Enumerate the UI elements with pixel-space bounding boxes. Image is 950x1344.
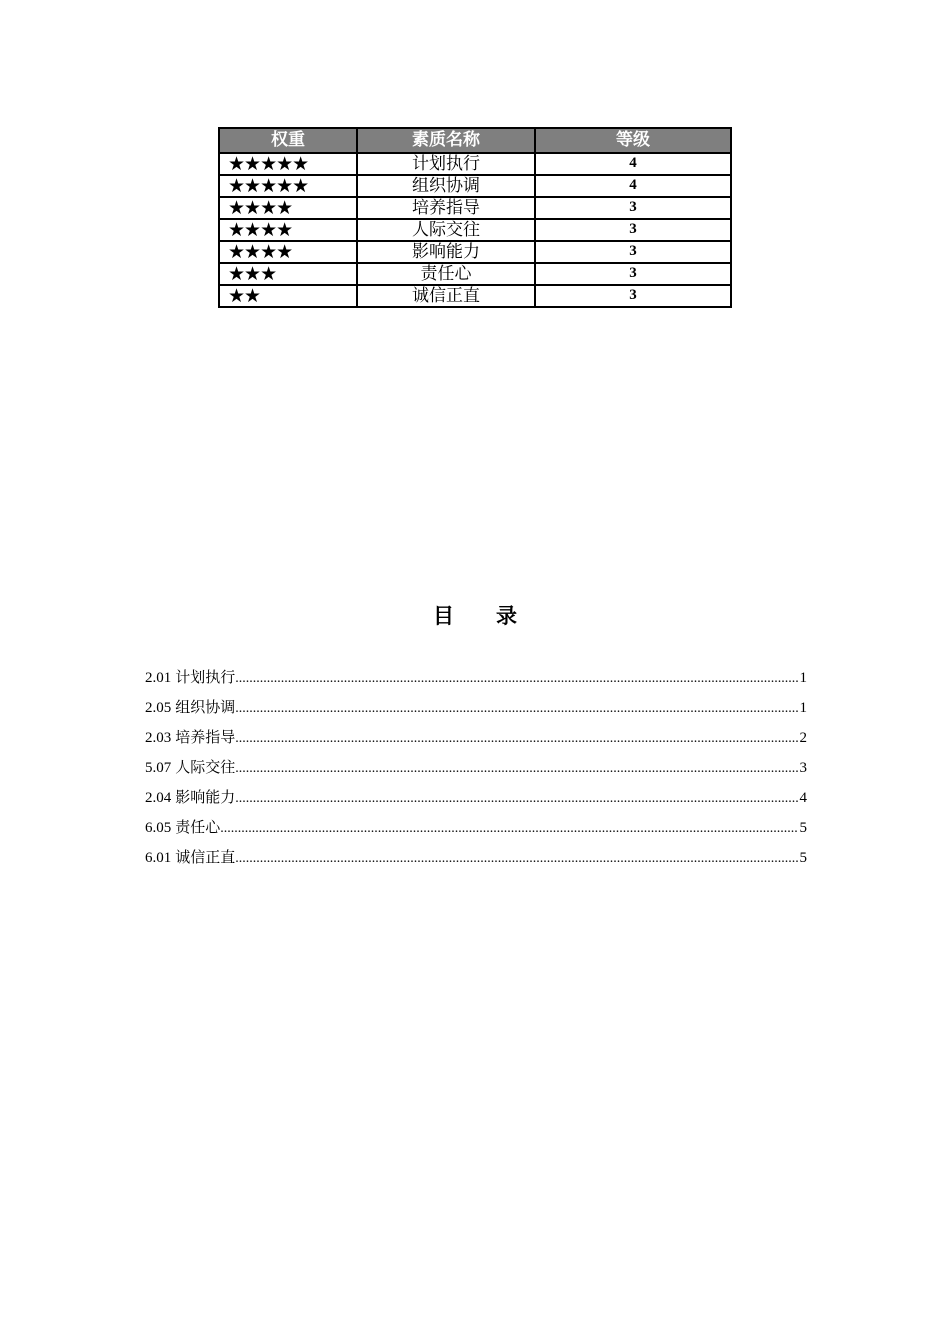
competency-name: 影响能力 — [357, 241, 535, 263]
weight-stars: ★★★★★ — [219, 175, 357, 197]
toc-entry-number: 6.01 — [145, 850, 172, 866]
competency-name: 责任心 — [357, 263, 535, 285]
competency-level: 3 — [535, 219, 731, 241]
toc-leader-dots — [220, 818, 797, 840]
weight-stars: ★★★ — [219, 263, 357, 285]
competency-name: 培养指导 — [357, 197, 535, 219]
toc-entry-number: 2.03 — [145, 730, 172, 746]
table-row — [219, 241, 731, 263]
competency-level: 4 — [535, 153, 731, 175]
competency-name: 组织协调 — [357, 175, 535, 197]
table-of-contents — [145, 666, 807, 876]
table-row — [219, 197, 731, 219]
table-row — [219, 219, 731, 241]
competency-level: 3 — [535, 285, 731, 307]
toc-entry[interactable] — [145, 816, 807, 846]
table-row — [219, 175, 731, 197]
weight-stars: ★★★★ — [219, 241, 357, 263]
toc-entry-number: 2.05 — [145, 700, 172, 716]
toc-entry-label: 计划执行 — [175, 668, 236, 686]
toc-entry-number: 2.04 — [145, 790, 172, 806]
table-row — [219, 285, 731, 307]
toc-entry-label: 诚信正直 — [175, 848, 236, 866]
toc-title-right: 录 — [496, 604, 517, 628]
header-level: 等级 — [535, 128, 731, 153]
toc-entry-label: 人际交往 — [175, 758, 236, 776]
toc-entry-page: 1 — [799, 700, 807, 716]
toc-entry-number: 5.07 — [145, 760, 172, 776]
competency-level: 3 — [535, 241, 731, 263]
competency-level: 4 — [535, 175, 731, 197]
competency-level: 3 — [535, 263, 731, 285]
toc-entry[interactable] — [145, 666, 807, 696]
toc-entry-label: 责任心 — [175, 818, 221, 836]
toc-entry-page: 2 — [799, 730, 807, 746]
table-row — [219, 263, 731, 285]
weight-stars: ★★ — [219, 285, 357, 307]
toc-leader-dots — [235, 668, 797, 690]
toc-entry[interactable] — [145, 786, 807, 816]
competency-table — [218, 127, 732, 308]
toc-entry-label: 影响能力 — [175, 788, 236, 806]
toc-entry-number: 6.05 — [145, 820, 172, 836]
toc-leader-dots — [235, 848, 797, 870]
table-row — [219, 153, 731, 175]
toc-leader-dots — [235, 698, 797, 720]
weight-stars: ★★★★ — [219, 219, 357, 241]
competency-name: 计划执行 — [357, 153, 535, 175]
toc-entry[interactable] — [145, 696, 807, 726]
toc-entry-page: 5 — [799, 850, 807, 866]
toc-entry-label: 组织协调 — [175, 698, 236, 716]
toc-entry-page: 3 — [799, 760, 807, 776]
toc-title-left: 目 — [433, 604, 454, 628]
toc-entry[interactable] — [145, 756, 807, 786]
weight-stars: ★★★★★ — [219, 153, 357, 175]
weight-stars: ★★★★ — [219, 197, 357, 219]
competency-level: 3 — [535, 197, 731, 219]
competency-name: 诚信正直 — [357, 285, 535, 307]
toc-entry-page: 5 — [799, 820, 807, 836]
toc-entry-page: 1 — [799, 670, 807, 686]
toc-entry[interactable] — [145, 726, 807, 756]
table-header-row — [219, 128, 731, 153]
header-weight: 权重 — [219, 128, 357, 153]
toc-entry-number: 2.01 — [145, 670, 172, 686]
toc-entry[interactable] — [145, 846, 807, 876]
toc-leader-dots — [235, 788, 797, 810]
competency-name: 人际交往 — [357, 219, 535, 241]
toc-entry-page: 4 — [799, 790, 807, 806]
toc-title — [0, 600, 950, 630]
header-competency-name: 素质名称 — [357, 128, 535, 153]
toc-leader-dots — [235, 758, 797, 780]
toc-leader-dots — [235, 728, 797, 750]
toc-entry-label: 培养指导 — [175, 728, 236, 746]
